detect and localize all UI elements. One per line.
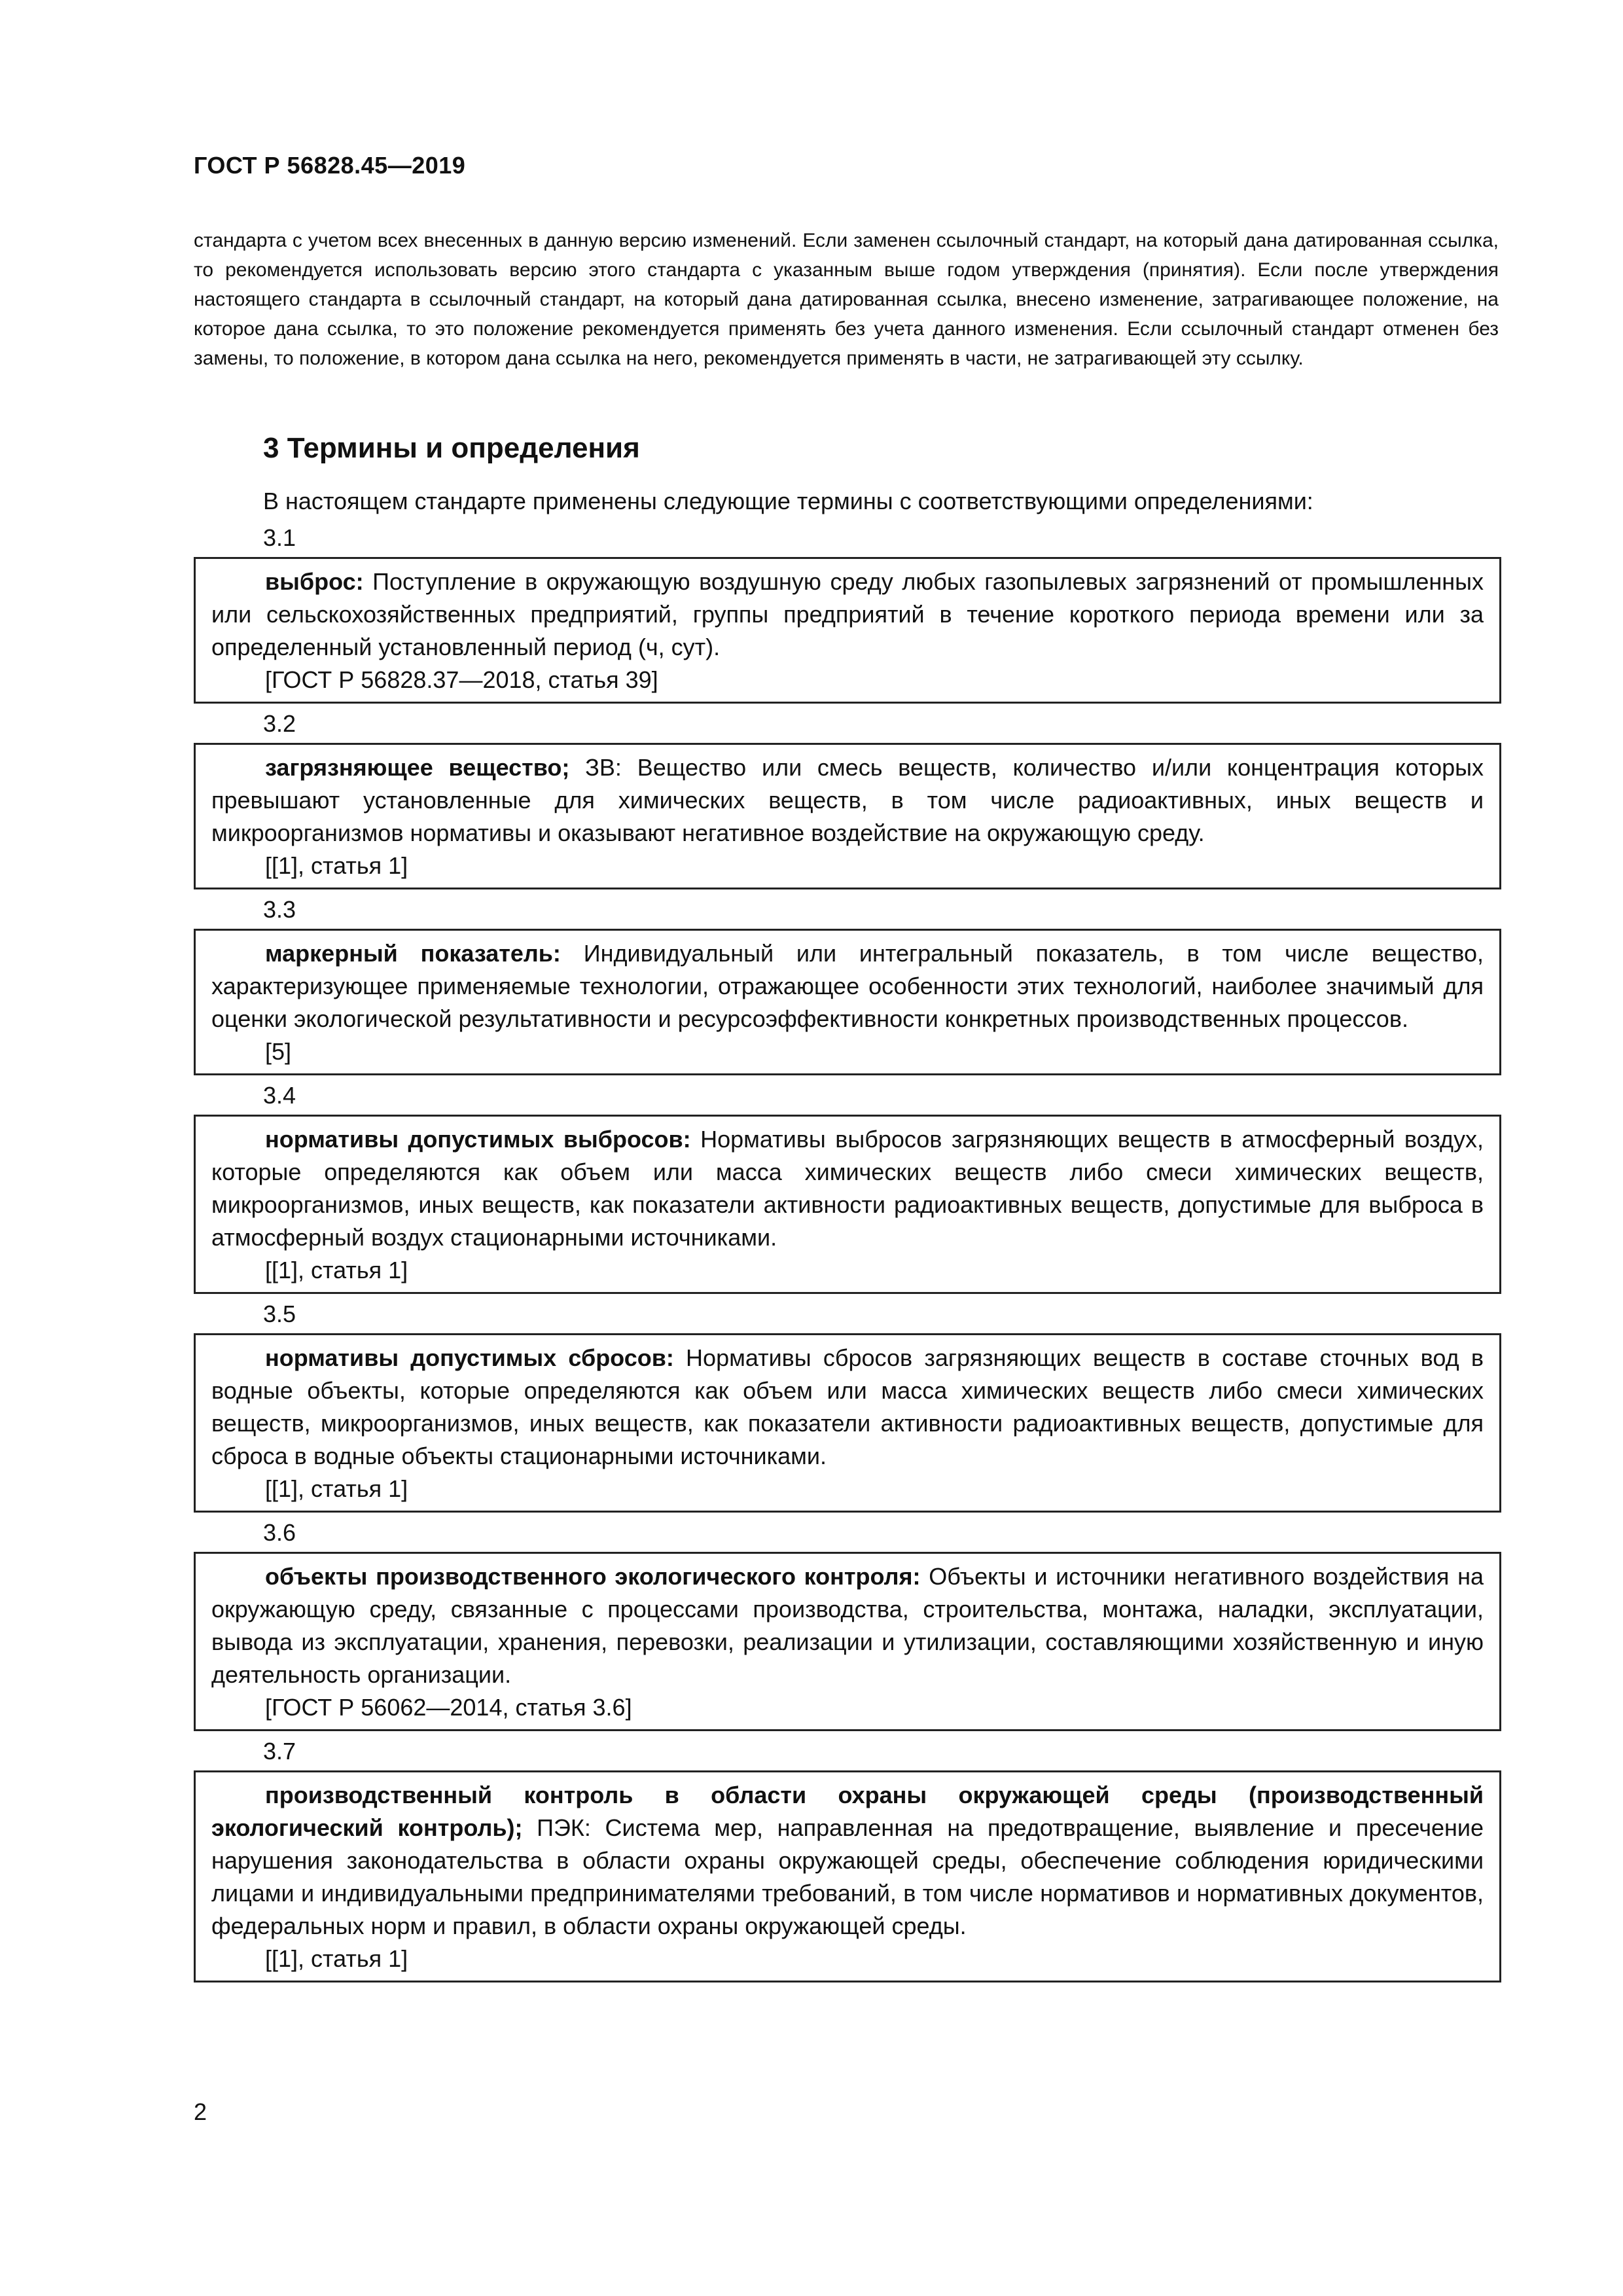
term-definition-text: Индивидуальный или интегральный показатель, в том числе вещество, характеризующее применяемые технологии, отражающее особенности этих технологий, наиболее значимый для оценки экологической результативности и ресурсоэффективности конкретных производственных процессов. [211,940,1484,1032]
term-definition [211,1342,1484,1473]
term-definition [211,937,1484,1035]
term-word: выброс: [265,568,364,595]
section-lead: В настоящем стандарте применены следующие термины с соответствующими определениями: [263,488,1313,514]
term-word: нормативы допустимых сбросов: [265,1344,674,1371]
term-number: 3.1 [263,524,296,551]
page-number: 2 [194,2098,207,2125]
term-entry [194,1333,1501,1513]
terms-list [194,522,1501,1986]
term-source: [[1], статья 1] [265,852,408,879]
term-definition [211,1779,1484,1943]
term-number: 3.4 [263,1082,296,1109]
term-source: [5] [265,1038,292,1065]
term-definition-text: ЗВ: Вещество или смесь веществ, количество и/или концентрация которых превышают установленные для химических веществ, в том числе радиоактивных, иных веществ и микроорганизмов нормативы и оказывают негативное воздействие на окружающую среду. [211,754,1484,846]
term-entry [194,1770,1501,1982]
term-source: [ГОСТ Р 56062—2014, статья 3.6] [265,1694,632,1721]
term-number: 3.7 [263,1738,296,1765]
term-word: нормативы допустимых выбросов: [265,1126,691,1153]
page-header-standard-id: ГОСТ Р 56828.45—2019 [194,152,466,179]
term-source: [[1], статья 1] [265,1945,408,1972]
term-entry [194,1552,1501,1731]
term-definition-text: Нормативы сбросов загрязняющих веществ в составе сточных вод в водные объекты, которые определяются как объем или масса химических веществ либо смеси химических веществ, микроорганизмов, иных веществ, как показатели активности радиоактивных веществ, допустимые для сброса в водные объекты стационарными источниками. [211,1344,1484,1469]
term-number: 3.6 [263,1519,296,1546]
term-entry [194,929,1501,1075]
term-definition [211,1123,1484,1254]
term-word: маркерный показатель: [265,940,561,967]
term-source: [[1], статья 1] [265,1257,408,1283]
term-definition-text: Объекты и источники негативного воздействия на окружающую среду, связанные с процессами производства, строительства, монтажа, наладки, эксплуатации, вывода из эксплуатации, хранения, перевозки, реализации и утилизации, составляющими хозяйственную и иную деятельность организации. [211,1563,1484,1688]
term-number: 3.5 [263,1300,296,1327]
term-definition-text: Поступление в окружающую воздушную среду любых газопылевых загрязнений от промышленных или сельскохозяйственных предприятий, группы предприятий в течение короткого периода времени или за определенный установленный период (ч, сут). [211,568,1484,660]
term-word: объекты производственного экологического контроля: [265,1563,921,1590]
term-number: 3.3 [263,896,296,923]
term-definition-text: ПЭК: Система мер, направленная на предотвращение, выявление и пресечение нарушения законодательства в области охраны окружающей среды, обеспечение соблюдения юридическими лицами и индивидуальными предпринимателями требований, в том числе нормативов и нормативных документов, федеральных норм и правил, в области охраны окружающей среды. [211,1814,1484,1939]
term-definition [211,751,1484,850]
term-word: загрязняющее вещество; [265,754,570,781]
intro-paragraph: стандарта с учетом всех внесенных в данную версию изменений. Если заменен ссылочный стандарт, на который дана датированная ссылка, то рекомендуется использовать версию этого стандарта с указанным выше годом утверждения (принятия). Если после утверждения настоящего стандарта в ссылочный стандарт, на который дана датированная ссылка, внесено изменение, затрагивающее положение, на которое дана ссылка, то это положение рекомендуется применять без учета данного изменения. Если ссылочный стандарт отменен без замены, то положение, в котором дана ссылка на него, рекомендуется применять в части, не затрагивающей эту ссылку. [194,230,1499,369]
term-source: [ГОСТ Р 56828.37—2018, статья 39] [265,666,658,693]
term-definition-text: Нормативы выбросов загрязняющих веществ в атмосферный воздух, которые определяются как объем или масса химических веществ либо смеси химических веществ, микроорганизмов, иных веществ, как показатели активности радиоактивных веществ, допустимые для выброса в атмосферный воздух стационарными источниками. [211,1126,1484,1251]
term-entry [194,743,1501,889]
term-entry [194,1115,1501,1294]
term-word: производственный контроль в области охраны окружающей среды (производственный экологический контроль); [211,1782,1484,1841]
section-title: 3 Термины и определения [263,432,640,464]
term-source: [[1], статья 1] [265,1475,408,1502]
term-definition [211,1560,1484,1691]
term-entry [194,557,1501,704]
term-definition [211,565,1484,664]
term-number: 3.2 [263,710,296,737]
